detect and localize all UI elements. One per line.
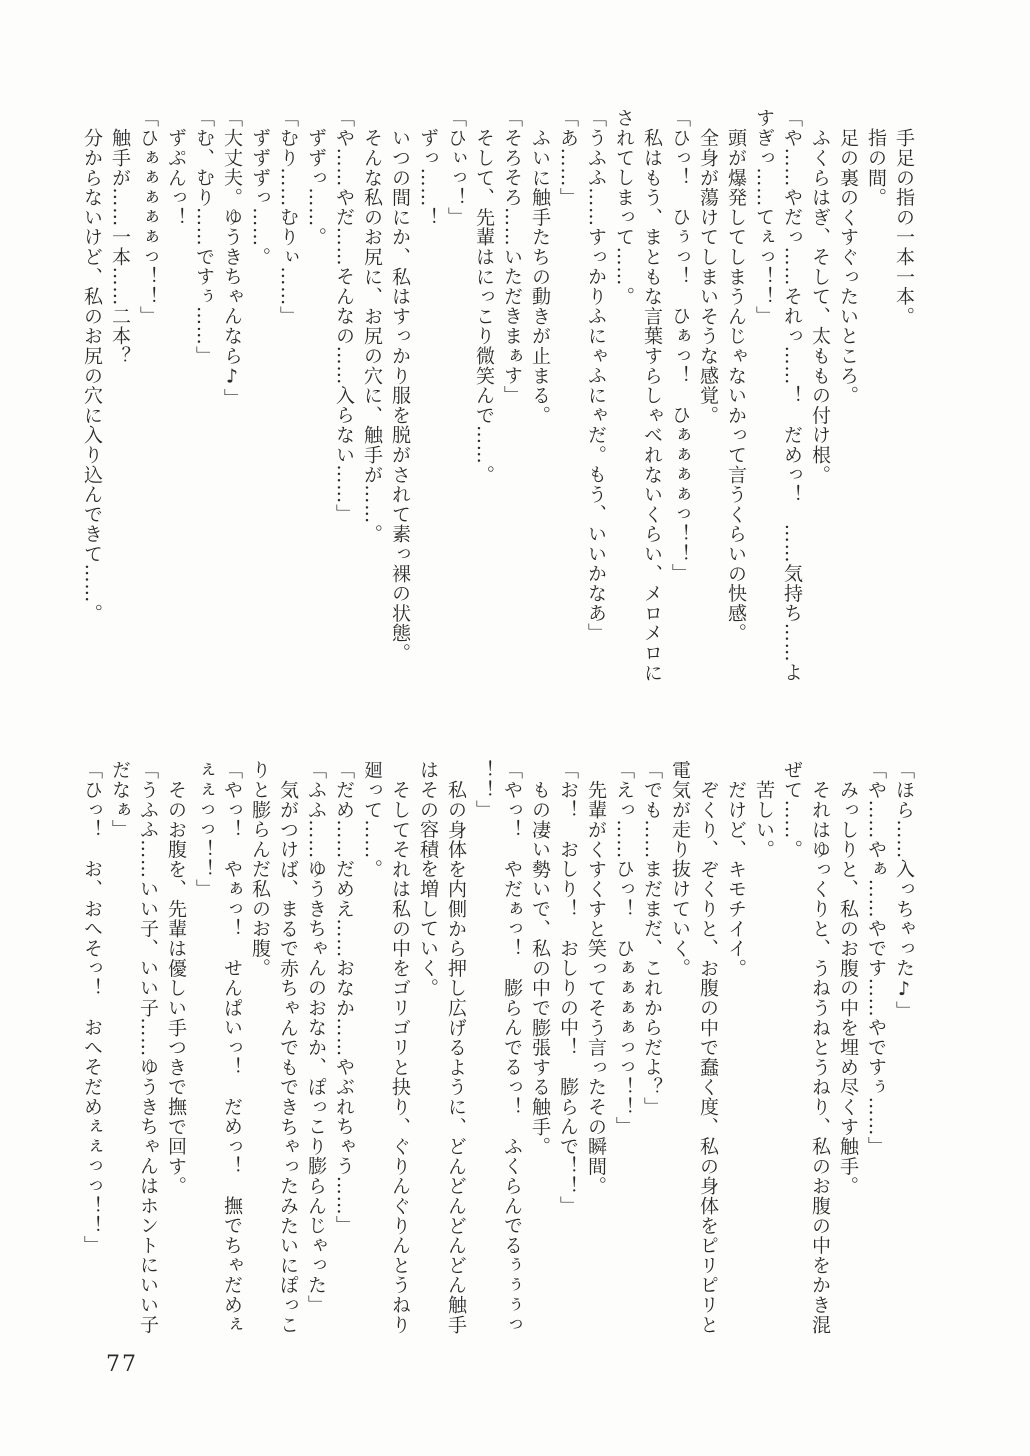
text-line: そんな私のお尻に、お尻の穴に、触手が……。 [361,128,383,544]
text-line: ずぷんっ！ [165,128,187,227]
text-line: ずっ……！ [417,128,439,227]
text-line: 「ひっ！ ひぅっ！ ひぁっ！ ひぁぁぁぁっ！！」 [669,108,691,584]
text-line: 私はもう、まともな言葉すらしゃべれないくらい、メロメロに [641,128,663,683]
text-line: みっしりと、私のお腹の中を埋め尽くす触手。 [837,780,859,1196]
text-line: 分からないけど、私のお尻の穴に入り込んできて……。 [81,128,103,623]
text-line: 頭が爆発してしまうんじゃないかって言うくらいの快感。 [725,128,747,643]
text-line: 「ひぃっ！」 [445,108,467,227]
text-line: ぇぇっっ！！」 [193,760,215,899]
text-line: 苦しい。 [753,780,775,860]
text-block-bottom [78,760,918,1360]
text-line: そのお腹を、先輩は優しい手つきで撫で回す。 [165,780,187,1196]
text-line: 「うふふ……すっかりふにゃふにゃだ。もう、いいかなあ」 [585,108,607,643]
text-line: いつの間にか、私はすっかり服を脱がされて素っ裸の状態。 [389,128,411,663]
text-line: 全身が蕩けてしまいそうな感覚。 [697,128,719,425]
text-line: もの凄い勢いで、私の中で膨張する触手。 [529,780,551,1157]
text-line: 「や……やだ……そんなの……入らない……」 [333,108,355,524]
text-line: ずずずっ……。 [249,128,271,267]
text-line: ぜて……。 [781,760,803,859]
text-line: 「お！ おしり！ おしりの中！ 膨らんで！！」 [557,760,579,1216]
text-line: 「やっ！ やだぁっ！ 膨らんでるっ！ ふくらんでるぅぅぅっ [501,760,523,1335]
text-line: 私の身体を内側から押し広げるように、どんどんどんどん触手 [445,780,467,1335]
text-line: だけど、キモチイイ。 [725,780,747,978]
text-line: 手足の指の一本一本。 [893,128,915,326]
text-line: 触手が……一本……二本？ [109,128,131,366]
page-number: 77 [106,1352,138,1377]
text-line: すぎっ……てぇっ！！」 [753,108,775,326]
text-line: 気がつけば、まるで赤ちゃんでもできちゃったみたいにぽっこ [277,780,299,1335]
text-line: 「むり……むりぃ……」 [277,108,299,326]
text-line: 廻って……。 [361,760,383,879]
text-line: 足の裏のくすぐったいところ。 [837,128,859,406]
text-line: 「ふふ……ゆうきちゃんのおなか、ぽっこり膨らんじゃった」 [305,760,327,1315]
text-line: ！！」 [473,760,495,820]
text-line: 「でも……まだまだ、これからだよ？」 [641,760,663,1117]
text-line: 「やっ！ やぁっ！ せんぱいっ！ だめっ！ 撫でちゃだめぇ [221,760,243,1335]
text-line: 先輩がくすくすと笑ってそう言ったその瞬間。 [585,780,607,1196]
text-line: そして、先輩はにっこり微笑んで……。 [473,128,495,485]
text-line: ふくらはぎ、そして、太ももの付け根。 [809,128,831,485]
text-line: 「そろそろ……いただきまぁす」 [501,108,523,405]
text-line: 「あ……」 [557,108,579,207]
text-line: されてしまって……。 [613,108,635,306]
text-line: ずずっ……。 [305,128,327,247]
text-line: ふいに触手たちの動きが止まる。 [529,128,551,425]
text-line: りと膨らんだ私のお腹。 [249,760,271,978]
text-line: そしてそれは私の中をゴリゴリと抉り、ぐりんぐりんとうねり [389,780,411,1335]
text-line: 電気が走り抜けていく。 [669,760,691,978]
text-line: はその容積を増していく。 [417,760,439,998]
text-line: 「ひっ！ お、おへそっ！ おへそだめぇぇっっ！！」 [81,760,103,1255]
text-line: 「ひぁぁぁぁぁっ！！」 [137,108,159,326]
text-line: 「だめ……だめえ……おなか……やぶれちゃう……」 [333,760,355,1236]
text-line: それはゆっくりと、うねうねとうねり、私のお腹の中をかき混 [809,780,831,1335]
text-line: ぞくり、ぞくりと、お腹の中で蠢く度、私の身体をピリピリと [697,780,719,1335]
text-line: 「ほら……入っちゃった♪」 [893,760,915,1021]
text-block-top [78,108,918,708]
text-line: 「うふふ……いい子、いい子……ゆうきちゃんはホントにいい子 [137,760,159,1335]
text-line: 「大丈夫。ゆうきちゃんなら♪」 [221,108,243,408]
text-line: 「む、むり……ですぅ……」 [193,108,215,366]
text-line: 「えっ……ひっ！ ひぁぁぁぁっっ！！」 [613,760,635,1137]
text-line: 「や……やだっ……それっ……！ だめっ！ ……気持ち……よ [781,108,803,683]
text-line: だなぁ」 [109,760,131,840]
text-line: 指の間。 [865,128,887,208]
text-line: 「や……やぁ……やです……やですぅ……」 [865,760,887,1156]
